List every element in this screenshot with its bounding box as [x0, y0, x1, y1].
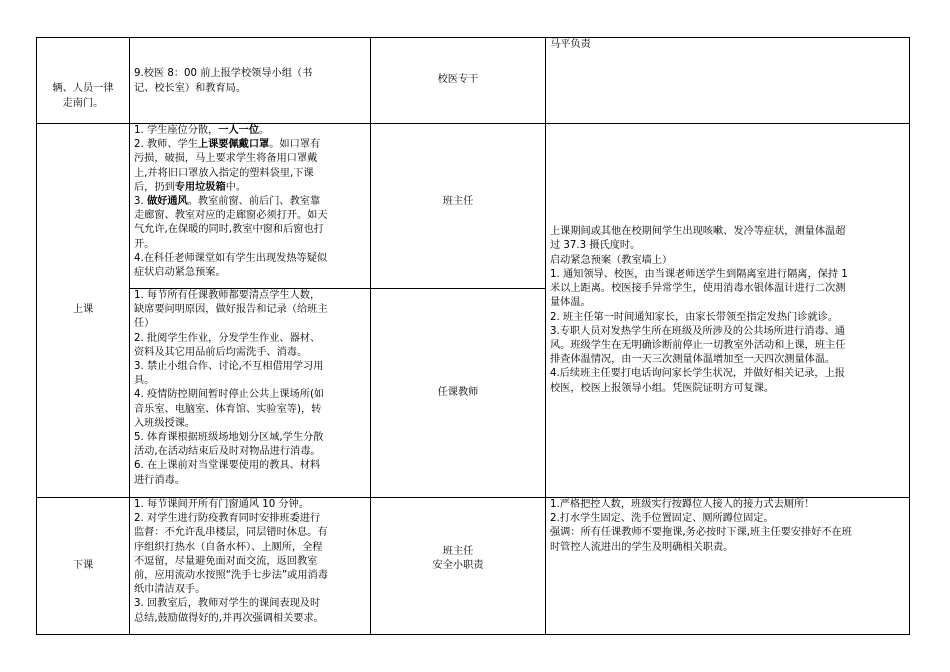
cell-line: [134, 138, 366, 152]
cell-line: [134, 152, 366, 166]
cell-line: [134, 195, 366, 209]
emphasis-text: 上课要佩戴口罩: [197, 139, 270, 151]
cell-line: 安全小职责: [432, 560, 484, 571]
table-row: [37, 38, 910, 124]
cell-line: 入班级授课。: [134, 417, 196, 429]
cell-line: 不逗留，尽量避免面对面交流，返回教室: [134, 555, 318, 567]
cell-line: [134, 209, 366, 223]
text-run: 后，扔到: [134, 181, 175, 193]
cell-line: 6. 在上课前对当堂课要使用的教具、材料: [134, 460, 321, 472]
cell-line: 辆、人员一律: [52, 83, 114, 95]
emphasis-text: 一人一位: [218, 125, 260, 136]
text-run: 。如口罩有: [269, 139, 321, 151]
text-run: 走廊窗、教室对应的走廊窗必须打开。如天: [134, 210, 328, 222]
cell-line: 5. 体育课根据班级场地划分区域,学生分散: [134, 432, 324, 444]
cell-line: 走南门。: [62, 97, 104, 109]
cell-line: 过 37.3 摄氏度时。: [550, 240, 641, 252]
row0-role-cell: 校医专干: [371, 38, 546, 124]
text-run: 症状启动紧急预案。: [134, 267, 226, 279]
text-run: 。: [259, 125, 270, 136]
cell-line: 米以上距离。校医接手异常学生，使用消毒水银体温计进行二次测: [550, 283, 846, 295]
cell-line: 具。: [134, 375, 155, 387]
row0-category-cell: [37, 38, 130, 124]
cell-line: [134, 252, 366, 266]
row0-content-cell: [130, 38, 371, 124]
cell-line: 时管控人流进出的学生及明确相关职责。: [550, 541, 734, 553]
cell-line: 2. 批阅学生作业，分发学生作业、器材、: [134, 332, 321, 344]
cell-line: 校医，校医上报领导小组。凭医院证明方可复课。: [550, 382, 775, 394]
cell-line: 3.专职人员对发热学生所在班级及所涉及的公共场所进行消毒、通: [550, 325, 845, 337]
cell-line: 进行消毒。: [134, 474, 185, 486]
text-run: 2. 教师、学生: [134, 139, 198, 151]
cell-line: [134, 238, 366, 252]
table-row: [37, 498, 910, 635]
text-run: 。教室前窗、前后门、教室靠: [187, 196, 321, 208]
break-role-cell: [371, 498, 546, 635]
cell-line: 4. 疫情防控期间暂时停止公共上课场所(如: [134, 389, 325, 401]
cell-line: 上课期间或其他在校期间学生出现咳嗽、发冷等症状，测量体温超: [550, 226, 846, 238]
break-label-cell: 下课: [37, 498, 130, 635]
cell-line: 前，应用流动水按照“洗手七步法”或用消毒: [134, 570, 328, 582]
break-content-cell: [130, 498, 371, 635]
text-run: 上,并将旧口罩放入指定的塑料袋里,下课: [134, 167, 314, 179]
cell-line: 纸巾清洁双手。: [134, 584, 206, 596]
class-notes-cell: [546, 124, 910, 498]
text-run: 开。: [134, 238, 155, 250]
cell-line: [134, 266, 366, 280]
cell-line: 强调：所有任课教师不要拖课,务必按时下课,班主任要安排好不在班: [550, 527, 852, 539]
cell-line: 缺席要问明原因，做好报告和记录（给班主: [134, 304, 328, 316]
class-label-cell: 上课: [37, 124, 130, 498]
row0-note-cell: 马平负责: [546, 38, 910, 124]
cell-line: 3. 回教室后，教师对学生的课间表现及时: [134, 598, 321, 610]
cell-line: 排查体温情况，由一天三次测量体温增加至一天四次测量体温。: [550, 354, 836, 366]
cell-line: 1. 每节所有任课教师都要清点学生人数，: [134, 290, 321, 301]
cell-line: 4.后续班主任要打电话询问家长学生状况，并做好相关记录，上报: [550, 368, 845, 380]
cell-line: 序组织打热水（自备水杯）、上厕所，全程: [134, 541, 323, 553]
cell-line: [134, 223, 366, 237]
cell-line: 资料及其它用品前后均需洗手、消毒。: [134, 346, 308, 358]
cell-line: [134, 167, 366, 181]
text-run: 中。: [225, 181, 247, 193]
class-teacher-role-cell: 任课教师: [371, 289, 546, 498]
emphasis-text: 做好通风: [146, 196, 188, 208]
cell-line: 活动,在活动结束后及时对物品进行消毒。: [134, 446, 321, 458]
cell-line: 班主任: [442, 545, 474, 557]
cell-line: 3. 禁止小组合作、讨论,不互相借用学习用: [134, 361, 324, 373]
cell-line: 2.打水学生固定、洗手位置固定、厕所蹲位固定。: [550, 513, 774, 525]
cell-line: 2. 对学生进行防疫教育同时安排班委进行: [134, 513, 321, 525]
cell-line: 量体温。: [550, 297, 591, 309]
cell-line: 记、校长室）和教育局。: [134, 82, 247, 94]
text-run: 污损，破损，马上要求学生将备用口罩戴: [134, 153, 318, 165]
text-run: 1. 学生座位分散，: [134, 125, 219, 136]
class-homeroom-role-cell: 班主任: [371, 124, 546, 289]
text-run: 气允许,在保暖的同时,教室中窗和后窗也打: [134, 224, 324, 236]
class-homeroom-content-cell: [130, 124, 371, 289]
cell-line: [134, 124, 366, 138]
table-row: [37, 124, 910, 289]
cell-line: 1. 通知领导、校医，由当课老师送学生到隔离室进行隔离，保持 1: [550, 268, 848, 280]
text-run: 3.: [134, 196, 147, 208]
cell-line: 9.校医 8：00 前上报学校领导小组（书: [134, 68, 313, 80]
cell-line: 2. 班主任第一时间通知家长，由家长带领至指定发热门诊就诊。: [550, 311, 839, 323]
cell-line: 风。班级学生在无明确诊断前停止一切教室外活动和上课，班主任: [550, 339, 846, 351]
cell-line: 启动紧急预案（教室墙上）: [550, 254, 673, 266]
cell-line: 监督：不允许乱串楼层，同层错时休息。有: [134, 527, 328, 539]
cell-line: 1. 每节课间开所有门窗通风 10 分钟。: [134, 499, 310, 510]
break-note-cell: [546, 498, 910, 635]
cell-line: 任）: [134, 318, 155, 330]
arrangement-table: [36, 37, 910, 635]
text-run: 4.在科任老师课堂如有学生出现发热等疑似: [134, 252, 328, 264]
cell-line: 总结,鼓励做得好的,并再次强调相关要求。: [134, 612, 324, 624]
cell-line: [134, 181, 366, 195]
class-teacher-content-cell: [130, 289, 371, 498]
emphasis-text: 专用垃圾箱: [174, 181, 226, 193]
cell-line: 音乐室、电脑室、体育馆、实验室等)，转: [134, 403, 322, 415]
cell-line: 1.严格把控人数，班级实行按蹲位人接人的接力式去厕所！: [550, 499, 815, 510]
